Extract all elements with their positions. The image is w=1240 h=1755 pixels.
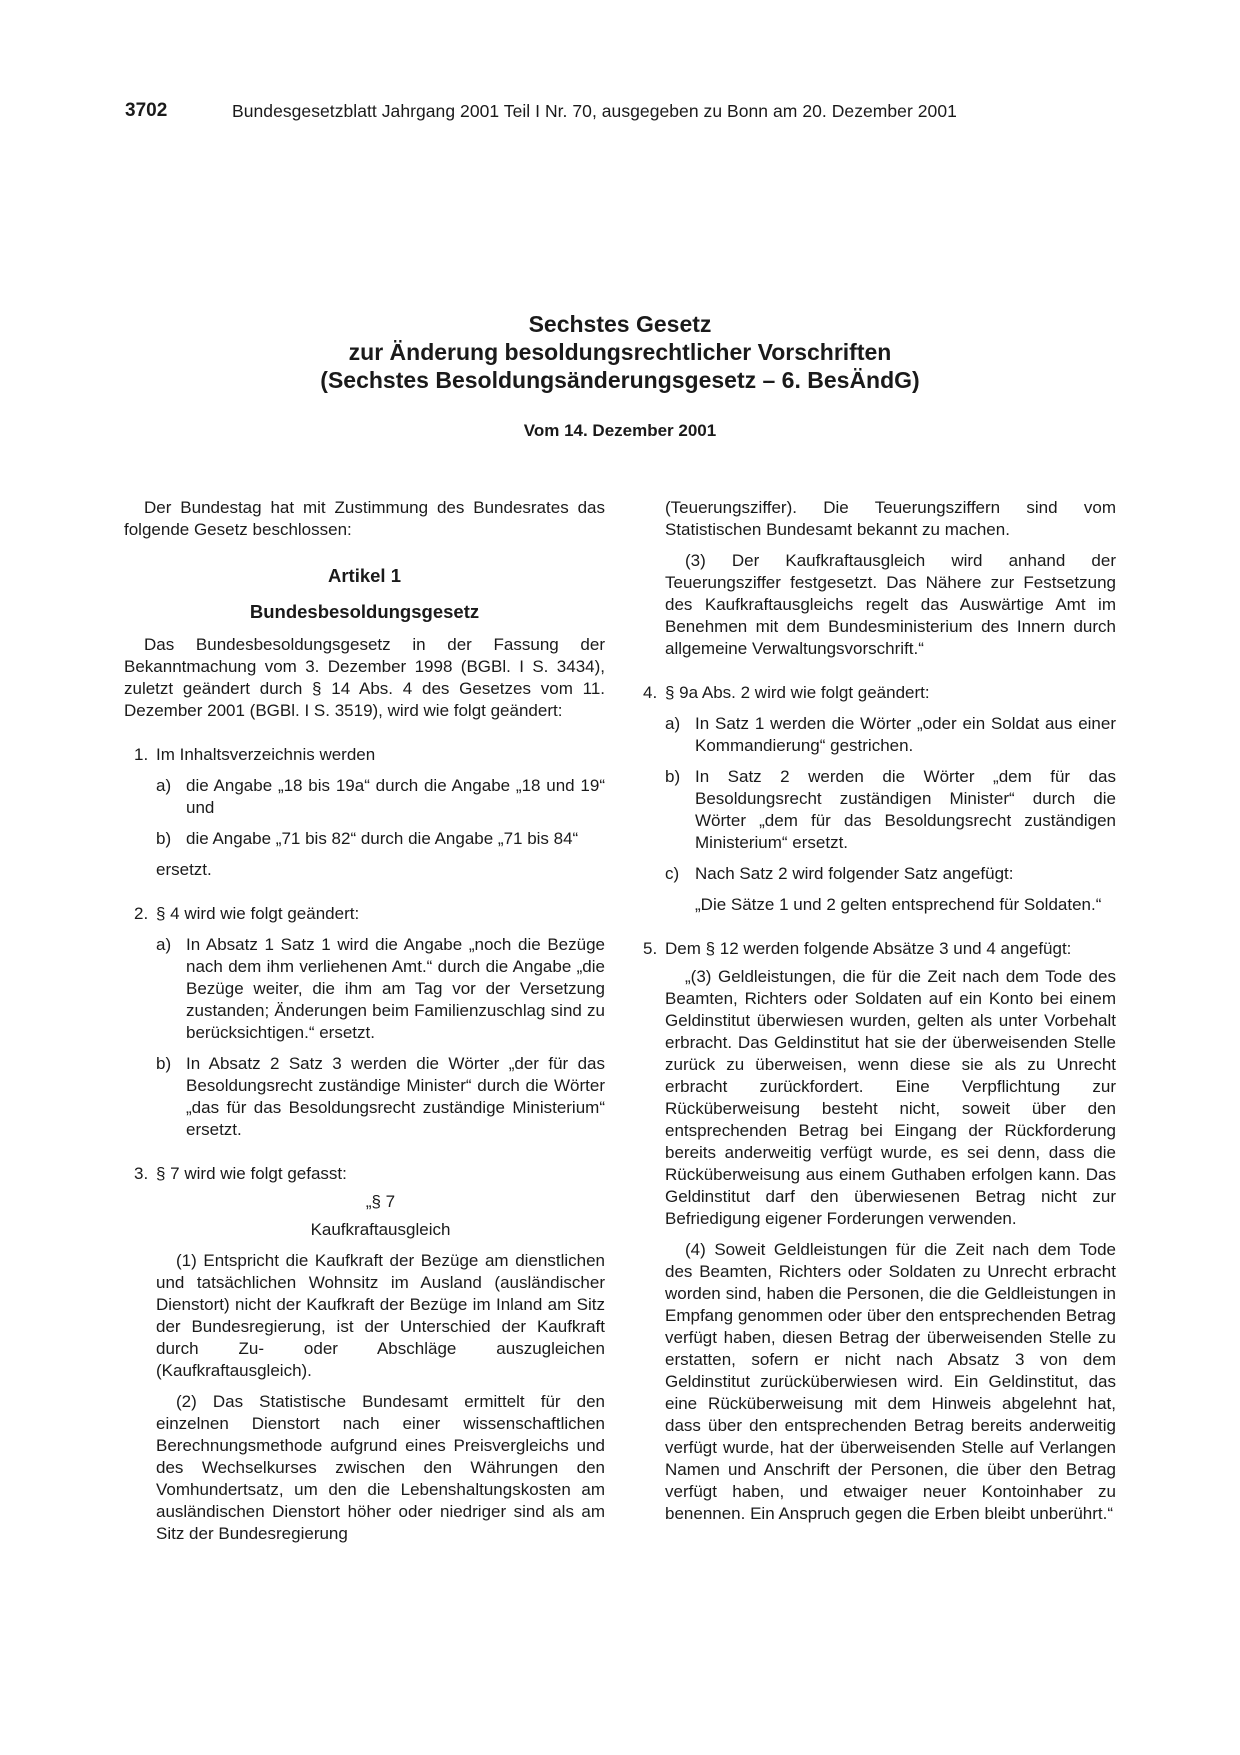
amendment-item-3	[124, 1163, 605, 1545]
item-number: 4.	[643, 683, 658, 702]
title-line-1: Sechstes Gesetz	[528, 311, 712, 337]
item-number: 2.	[134, 904, 149, 923]
left-column	[124, 497, 605, 1545]
paragraph-abs-4: (4) Soweit Geldleistungen für die Zeit nach dem Tode des Beamten, Richters oder Soldaten zu Unrecht erbracht worden sind, haben die Personen, die die Geldleistungen in Empfang genommen oder über den entsprechenden Betrag verfügt haben, diesen Betrag der überweisenden Stelle zu erstatten, sofern er nicht nach Absatz 3 von dem Geldinstitut zurücküberwiesen wird. Ein Geldinstitut, das eine Rücküberweisung mit dem Hinweis abgelehnt hat, dass über den entsprechenden Betrag bereits anderweitig verfügt wurde, hat der überweisenden Stelle auf Verlangen Namen und Anschrift der Personen, die über den Betrag verfügt haben, und etwaiger neuer Kontoinhaber zu benennen. Ein Anspruch gegen die Erben bleibt unberührt.“	[665, 1240, 1116, 1523]
paragraph-heading: „§ 7	[365, 1192, 396, 1211]
item-tail: ersetzt.	[156, 860, 212, 879]
amendment-item-5	[633, 938, 1116, 1525]
sub-item-text: In Satz 1 werden die Wörter „oder ein Soldat aus einer Kommandierung“ gestrichen.	[695, 714, 1116, 755]
sub-item-a	[665, 713, 1116, 757]
sub-item-b	[156, 828, 605, 850]
sub-item-text: die Angabe „71 bis 82“ durch die Angabe „71 bis 84“	[186, 829, 579, 848]
item-number: 3.	[134, 1164, 149, 1183]
amendment-item-1	[124, 744, 605, 881]
sub-item-text: Nach Satz 2 wird folgender Satz angefügt:	[695, 864, 1014, 883]
sub-item-text: die Angabe „18 bis 19a“ durch die Angabe „18 und 19“ und	[186, 776, 605, 817]
article-title: Artikel 1	[327, 565, 401, 586]
amendment-item-4	[633, 682, 1116, 916]
paragraph-title: Kaufkraftausgleich	[310, 1220, 451, 1239]
sub-item-text: In Satz 2 werden die Wörter „dem für das Besoldungsrecht zuständigen Minister“ durch die Wörter „dem für das Besoldungsrecht zuständigen Ministerium“ ersetzt.	[695, 767, 1116, 852]
item-lead: § 9a Abs. 2 wird wie folgt geändert:	[665, 683, 930, 702]
item-lead: Dem § 12 werden folgende Absätze 3 und 4 angefügt:	[665, 939, 1072, 958]
sub-item-label: a)	[156, 935, 172, 954]
law-date: Vom 14. Dezember 2001	[523, 421, 717, 440]
inserted-sentence: „Die Sätze 1 und 2 gelten entsprechend für Soldaten.“	[695, 895, 1102, 914]
sub-item-b	[156, 1053, 605, 1141]
paragraph-abs-3: (3) Der Kaufkraftausgleich wird anhand der Teuerungsziffer festgesetzt. Das Nähere zur Festsetzung des Kaufkraftausgleichs regelt das Auswärtige Amt im Benehmen mit dem Bundesministerium des Innern durch allgemeine Verwaltungsvorschrift.“	[665, 551, 1116, 658]
title-line-3: (Sechstes Besoldungsänderungsgesetz – 6. BesÄndG)	[320, 367, 920, 393]
sub-item-c	[665, 863, 1116, 916]
right-column	[643, 497, 1116, 1525]
article-intro: Das Bundesbesoldungsgesetz in der Fassung der Bekanntmachung vom 3. Dezember 1998 (BGBl. I S. 3434), zuletzt geändert durch § 14 Abs. 4 des Gesetzes vom 11. Dezember 2001 (BGBl. I S. 3519), wird wie folgt geändert:	[124, 635, 605, 720]
sub-item-label: a)	[665, 714, 681, 733]
paragraph-abs-1: (1) Entspricht die Kaufkraft der Bezüge am dienstlichen und tatsächlichen Wohnsitz im Ausland (ausländischer Dienstort) nicht der Kaufkraft der Bezüge im Inland am Sitz der Bundesregierung, ist der Unterschied der Kaufkraft durch Zu- oder Abschläge auszugleichen (Kaufkraftausgleich).	[156, 1251, 605, 1380]
sub-item-a	[156, 775, 605, 819]
page-number: 3702	[125, 100, 168, 121]
item-lead: Im Inhaltsverzeichnis werden	[156, 745, 376, 764]
running-head: Bundesgesetzblatt Jahrgang 2001 Teil I Nr. 70, ausgegeben zu Bonn am 20. Dezember 2001	[232, 101, 957, 121]
sub-item-label: b)	[156, 1054, 172, 1073]
law-title	[0, 310, 1240, 394]
item-lead: § 4 wird wie folgt geändert:	[156, 904, 360, 923]
sub-item-b	[665, 766, 1116, 854]
title-line-2: zur Änderung besoldungsrechtlicher Vorschriften	[348, 339, 892, 365]
amendment-item-2	[124, 903, 605, 1141]
sub-item-text: In Absatz 2 Satz 3 werden die Wörter „der für das Besoldungsrecht zuständige Minister“ durch die Wörter „das für das Besoldungsrecht zuständige Ministerium“ ersetzt.	[186, 1054, 605, 1139]
item-lead: § 7 wird wie folgt gefasst:	[156, 1164, 347, 1183]
page-header	[125, 100, 1125, 126]
item-number: 1.	[134, 745, 149, 764]
sub-item-a	[156, 934, 605, 1044]
sub-item-text: In Absatz 1 Satz 1 wird die Angabe „noch die Bezüge nach dem ihm verliehenen Amt.“ durch die Angabe „die Bezüge weiter, die ihm am Tag vor der Versetzung zustanden; Änderungen beim Familienzuschlag sind zu berücksichtigen.“ ersetzt.	[186, 935, 605, 1042]
item-number: 5.	[643, 939, 658, 958]
paragraph-abs-2-continued: (Teuerungsziffer). Die Teuerungsziffern sind vom Statistischen Bundesamt bekannt zu machen.	[665, 498, 1116, 539]
sub-item-label: c)	[665, 864, 680, 883]
sub-item-label: b)	[156, 829, 172, 848]
paragraph-abs-3: „(3) Geldleistungen, die für die Zeit nach dem Tode des Beamten, Richters oder Soldaten auf ein Konto bei einem Geldinstitut überwiesen wurden, gelten als unter Vorbehalt erbracht. Das Geldinstitut hat sie der überweisenden Stelle zurück zu überweisen, wenn diese sie als zu Unrecht erbracht zurückfordert. Eine Verpflichtung zur Rücküberweisung besteht nicht, soweit über den entsprechenden Betrag bei Eingang der Rückforderung bereits anderweitig verfügt wurde, es sei denn, dass die Rücküberweisung aus einem Guthaben erfolgen kann. Das Geldinstitut darf den überwiesenen Betrag nicht zur Befriedigung eigener Forderungen verwenden.	[665, 967, 1116, 1228]
enacting-clause: Der Bundestag hat mit Zustimmung des Bundesrates das folgende Gesetz beschlossen:	[124, 498, 605, 539]
paragraph-abs-2: (2) Das Statistische Bundesamt ermittelt für den einzelnen Dienstort nach einer wissenschaftlichen Berechnungsmethode aufgrund eines Preisvergleichs und des Wechselkurses zwischen den Währungen den Vomhundertsatz, um den die Lebenshaltungskosten am ausländischen Dienstort höher oder niedriger sind als am Sitz der Bundesregierung	[156, 1392, 605, 1543]
sub-item-label: b)	[665, 767, 681, 786]
article-subtitle: Bundesbesoldungsgesetz	[249, 601, 480, 622]
sub-item-label: a)	[156, 776, 172, 795]
